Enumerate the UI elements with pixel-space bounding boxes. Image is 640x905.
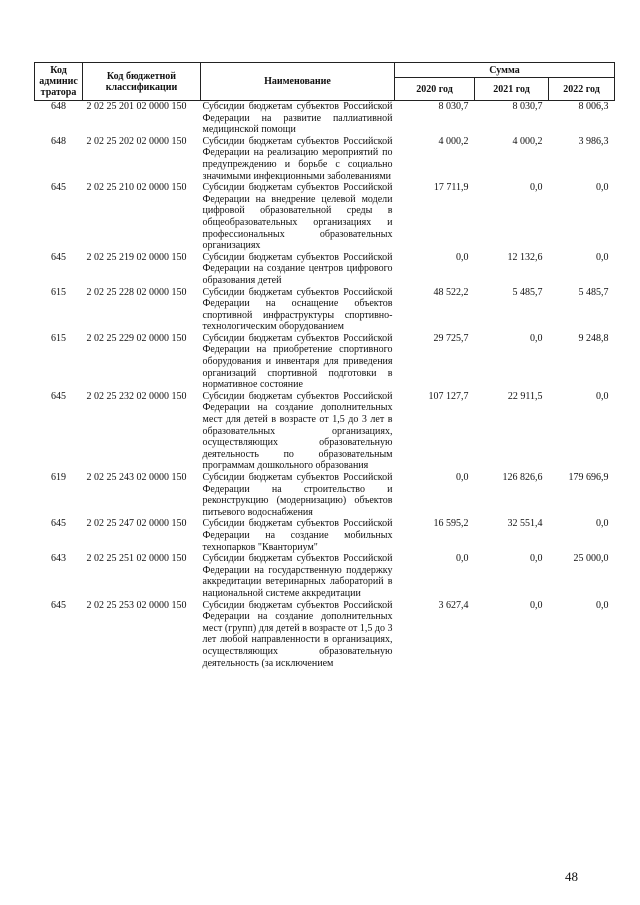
admin-code-cell: 645 xyxy=(51,518,66,530)
budget-code-cell: 2 02 25 210 02 0000 150 xyxy=(86,182,187,194)
admin-code-cell: 615 xyxy=(51,332,66,344)
budget-code-cell: 2 02 25 219 02 0000 150 xyxy=(86,251,187,263)
amount-2021-cell: 32 551,4 xyxy=(507,518,543,530)
amount-2020-cell: 8 030,7 xyxy=(438,101,469,112)
admin-code-cell: 645 xyxy=(51,390,66,402)
header-budget-code: Код бюджетной классификации xyxy=(83,63,201,101)
amount-2022-cell: 25 000,0 xyxy=(573,553,609,565)
table-row xyxy=(35,287,615,333)
description-cell: Субсидии бюджетам субъектов Российской Федерации на внедрение целевой модели цифровой образовательной среды в общеобразовательных организациях и профессиональных образовательных организациях xyxy=(202,182,393,252)
admin-code-cell: 643 xyxy=(51,553,66,565)
admin-code-cell: 619 xyxy=(51,472,66,483)
amount-2020-cell: 0,0 xyxy=(456,553,469,565)
amount-2022-cell: 0,0 xyxy=(596,182,609,194)
table-row xyxy=(35,553,615,599)
admin-code-cell: 615 xyxy=(51,286,66,298)
header-sum: Сумма xyxy=(395,63,615,78)
amount-2021-cell: 12 132,6 xyxy=(507,251,543,263)
table-row xyxy=(35,333,615,391)
budget-code-cell: 2 02 25 228 02 0000 150 xyxy=(86,286,187,298)
header-admin-line-1: Код xyxy=(50,65,67,76)
admin-code-cell: 648 xyxy=(51,101,66,112)
header-year-2020: 2020 год xyxy=(395,78,475,101)
budget-table xyxy=(34,62,615,669)
amount-2022-cell: 0,0 xyxy=(596,251,609,263)
amount-2021-cell: 0,0 xyxy=(530,182,543,194)
budget-code-cell: 2 02 25 229 02 0000 150 xyxy=(86,332,187,344)
budget-code-cell: 2 02 25 202 02 0000 150 xyxy=(86,135,187,147)
admin-code-cell: 648 xyxy=(51,135,66,147)
description-cell: Субсидии бюджетам субъектов Российской Федерации на развитие паллиативной медицинской помощи xyxy=(202,101,393,136)
table-row xyxy=(35,391,615,472)
table-row xyxy=(35,182,615,252)
amount-2022-cell: 5 485,7 xyxy=(578,286,609,298)
table-row xyxy=(35,252,615,287)
header-year-2021: 2021 год xyxy=(475,78,549,101)
amount-2021-cell: 126 826,6 xyxy=(502,472,543,483)
header-admin-code xyxy=(35,63,83,101)
amount-2022-cell: 0,0 xyxy=(596,390,609,402)
header-name: Наименование xyxy=(201,63,395,101)
description-cell: Субсидии бюджетам субъектов Российской Федерации на создание мобильных технопарков "Кванториум" xyxy=(202,518,393,553)
amount-2021-cell: 0,0 xyxy=(530,332,543,344)
amount-2021-cell: 4 000,2 xyxy=(512,135,543,147)
amount-2020-cell: 3 627,4 xyxy=(438,599,469,611)
amount-2021-cell: 8 030,7 xyxy=(512,101,543,112)
header-year-2022: 2022 год xyxy=(549,78,615,101)
amount-2022-cell: 0,0 xyxy=(596,518,609,530)
description-cell: Субсидии бюджетам субъектов Российской Федерации на оснащение объектов спортивной инфраструктуры спортивно-технологическим оборудованием xyxy=(202,286,393,333)
table-row xyxy=(35,518,615,553)
budget-code-cell: 2 02 25 243 02 0000 150 xyxy=(86,472,187,483)
table-row xyxy=(35,600,615,670)
admin-code-cell: 645 xyxy=(51,599,66,611)
admin-code-cell: 645 xyxy=(51,182,66,194)
description-cell: Субсидии бюджетам субъектов Российской Федерации на создание центров цифрового образования детей xyxy=(202,251,393,286)
amount-2020-cell: 0,0 xyxy=(456,472,469,483)
amount-2021-cell: 0,0 xyxy=(530,599,543,611)
amount-2020-cell: 16 595,2 xyxy=(433,518,469,530)
amount-2022-cell: 0,0 xyxy=(596,599,609,611)
amount-2020-cell: 4 000,2 xyxy=(438,135,469,147)
amount-2020-cell: 17 711,9 xyxy=(433,182,469,194)
header-admin-line-2: админис xyxy=(39,76,78,87)
budget-code-cell: 2 02 25 253 02 0000 150 xyxy=(86,599,187,611)
description-cell: Субсидии бюджетам субъектов Российской Федерации на создание дополнительных мест для детей в возрасте от 1,5 до 3 лет в образовательных организациях, осуществляющих образовательную деятельность по образовательным программам дошкольного образования xyxy=(202,390,393,472)
budget-code-cell: 2 02 25 251 02 0000 150 xyxy=(86,553,187,565)
amount-2020-cell: 48 522,2 xyxy=(433,286,469,298)
description-cell: Субсидии бюджетам субъектов Российской Федерации на приобретение спортивного оборудования и инвентаря для приведения организаций спортивной подготовки в нормативное состояние xyxy=(202,332,393,391)
amount-2022-cell: 8 006,3 xyxy=(578,101,609,112)
amount-2021-cell: 22 911,5 xyxy=(507,390,543,402)
description-cell: Субсидии бюджетам субъектов Российской Федерации на реализацию мероприятий по предупреждению и борьбе с социально значимыми инфекционными заболеваниями xyxy=(202,135,393,182)
admin-code-cell: 645 xyxy=(51,251,66,263)
amount-2021-cell: 0,0 xyxy=(530,553,543,565)
amount-2022-cell: 3 986,3 xyxy=(578,135,609,147)
table-row xyxy=(35,101,615,136)
table-row xyxy=(35,136,615,182)
budget-code-cell: 2 02 25 201 02 0000 150 xyxy=(86,101,187,112)
budget-code-cell: 2 02 25 247 02 0000 150 xyxy=(86,518,187,530)
table-body xyxy=(35,101,615,670)
amount-2022-cell: 179 696,9 xyxy=(568,472,609,483)
description-cell: Субсидии бюджетам субъектов Российской Федерации на строительство и реконструкцию (модернизацию) объектов питьевого водоснабжения xyxy=(202,472,393,518)
amount-2020-cell: 29 725,7 xyxy=(433,332,469,344)
description-cell: Субсидии бюджетам субъектов Российской Федерации на создание дополнительных мест (групп) для детей в возрасте от 1,5 до 3 лет любой направленности в организациях, осуществляющих образовательную деятельность (за исключением xyxy=(202,599,393,669)
page-number: 48 xyxy=(565,869,578,884)
header-admin-line-3: тратора xyxy=(40,87,77,98)
amount-2020-cell: 0,0 xyxy=(456,251,469,263)
amount-2021-cell: 5 485,7 xyxy=(512,286,543,298)
amount-2022-cell: 9 248,8 xyxy=(578,332,609,344)
budget-code-cell: 2 02 25 232 02 0000 150 xyxy=(86,390,187,402)
table-row xyxy=(35,472,615,518)
amount-2020-cell: 107 127,7 xyxy=(428,390,469,402)
description-cell: Субсидии бюджетам субъектов Российской Федерации на государственную поддержку аккредитации ветеринарных лабораторий в национальной системе аккредитации xyxy=(202,553,393,599)
